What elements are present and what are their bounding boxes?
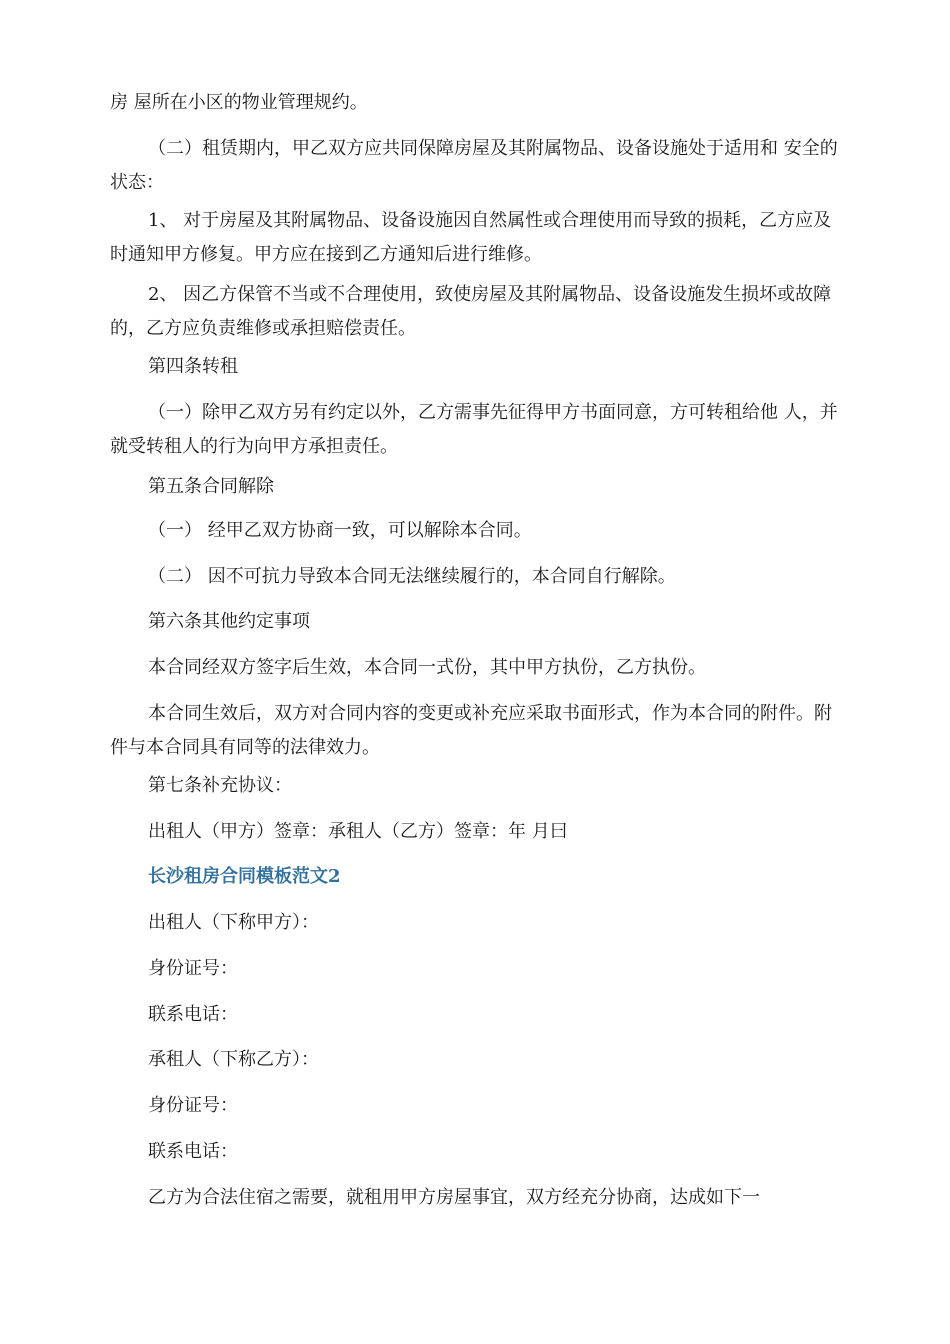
field-lessee-phone: 联系电话： [148,1141,238,1162]
paragraph-termination-2: （二） 因不可抗力导致本合同无法继续履行的，本合同自行解除。 [148,566,676,587]
paragraph-agreement-intro: 乙方为合法住宿之需要，就租用甲方房屋事宜，双方经充分协商，达成如下一 [148,1187,760,1208]
section-title-termination: 第五条合同解除 [148,476,274,497]
field-lessor: 出租人（下称甲方）： [148,912,319,933]
section-title-supplement: 第七条补充协议： [148,775,292,796]
field-lessor-id: 身份证号： [148,958,238,979]
paragraph-amendment: 本合同生效后，双方对合同内容的变更或补充应采取书面形式，作为本合同的附件。附件与本合同具有同等的法律效力。 [110,703,832,758]
section-heading-template-2: 长沙租房合同模板范文2 [148,866,341,887]
field-lessee-id: 身份证号： [148,1095,238,1116]
paragraph-item-1: 1、 对于房屋及其附属物品、设备设施因自然属性或合理使用而导致的损耗，乙方应及时通知甲方修复。甲方应在接到乙方通知后进行维修。 [110,210,832,265]
paragraph-maintenance-duty: （二）租赁期内，甲乙双方应共同保障房屋及其附属物品、设备设施处于适用和 安全的状态： [110,138,838,193]
paragraph-termination-1: （一） 经甲乙双方协商一致，可以解除本合同。 [148,520,532,541]
paragraph-property-rules: 房 屋所在小区的物业管理规约。 [110,92,368,113]
signature-line: 出租人（甲方）签章：承租人（乙方）签章：年 月曰 [148,821,568,842]
paragraph-item-2: 2、 因乙方保管不当或不合理使用，致使房屋及其附属物品、设备设施发生损坏或故障的，乙方应负责维修或承担赔偿责任。 [110,284,832,339]
paragraph-sublease-1: （一）除甲乙双方另有约定以外，乙方需事先征得甲方书面同意，方可转租给他 人，并就受转租人的行为向甲方承担责任。 [110,402,838,457]
field-lessor-phone: 联系电话： [148,1004,238,1025]
section-title-sublease: 第四条转租 [148,356,238,377]
paragraph-effective: 本合同经双方签字后生效，本合同一式份，其中甲方执份，乙方执份。 [148,657,706,678]
section-title-other: 第六条其他约定事项 [148,611,310,632]
field-lessee: 承租人（下称乙方）： [148,1049,319,1070]
